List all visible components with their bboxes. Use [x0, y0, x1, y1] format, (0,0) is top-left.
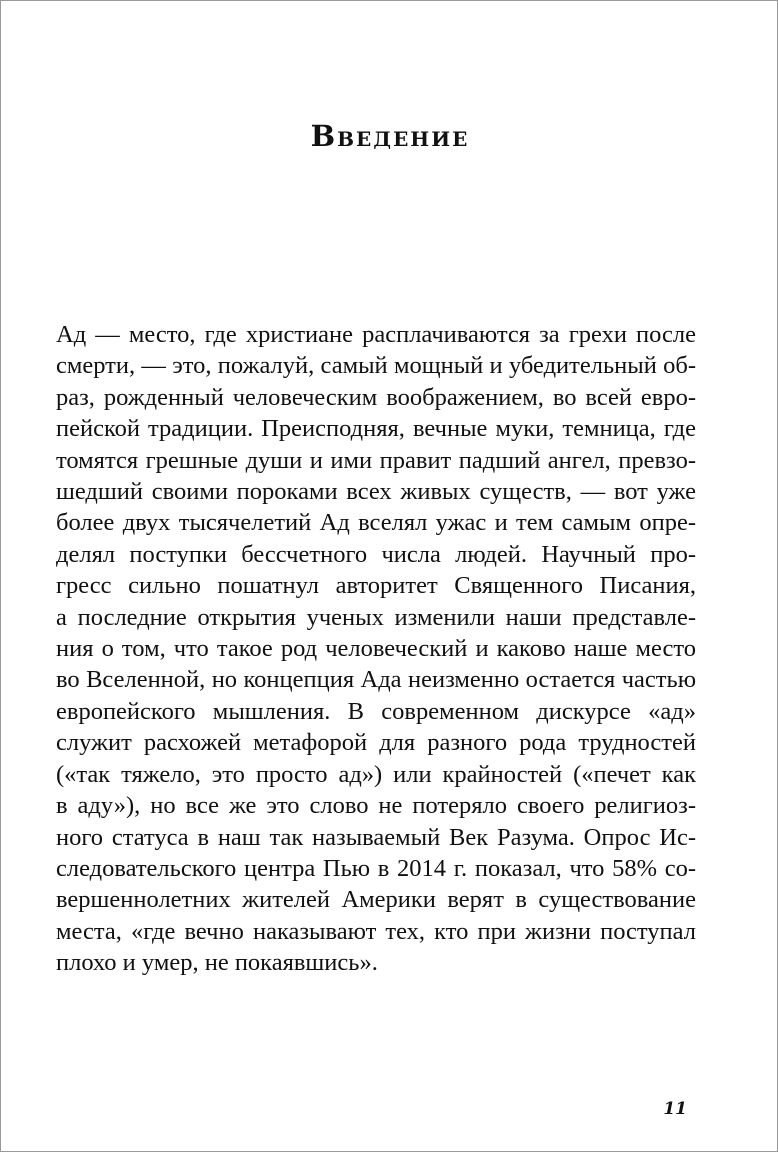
text-line: во Вселенной, но концепция Ада неизменно остается частью — [56, 666, 696, 694]
text-line: («так тяжело, это просто ад») или крайностей («печет как — [56, 760, 696, 788]
text-line: европейского мышления. В современном дискурсе «ад» — [56, 697, 696, 725]
text-line: пейской традиции. Преисподняя, вечные муки, темница, где — [56, 415, 696, 443]
text-line: плохо и умер, не покаявшись». — [56, 949, 378, 977]
text-line: вершеннолетних жителей Америки верят в существование — [56, 886, 696, 914]
text-line: делял поступки бессчетного числа людей. Научный про- — [56, 540, 696, 568]
text-line: служит расхожей метафорой для разного рода трудностей — [56, 729, 696, 757]
text-line: более двух тысячелетий Ад вселял ужас и тем самым опре- — [56, 509, 696, 537]
text-line: томятся грешные души и ими правит падший ангел, превзо- — [56, 446, 696, 474]
text-line: ния о том, что такое род человеческий и каково наше место — [56, 635, 696, 663]
text-line: в аду»), но все же это слово не потеряло своего религиоз- — [56, 792, 696, 820]
chapter-title: Введение — [310, 119, 470, 153]
text-line: а последние открытия ученых изменили наши представле- — [56, 603, 696, 631]
page-number: 11 — [663, 1099, 687, 1119]
text-line: Ад — место, где христиане расплачиваются за грехи после — [56, 321, 696, 348]
text-line: ного статуса в наш так называемый Век Разума. Опрос Ис- — [56, 823, 696, 851]
text-line: следовательского центра Пью в 2014 г. показал, что 58% со- — [56, 854, 696, 882]
body-paragraph — [56, 319, 696, 979]
text-line: гресс сильно пошатнул авторитет Священного Писания, — [56, 572, 696, 600]
text-line: смерти, — это, пожалуй, самый мощный и убедительный об- — [56, 352, 696, 380]
text-line: раз, рожденный человеческим воображением, во всей евро- — [56, 383, 696, 411]
text-line: шедший своими пороками всех живых существ, — вот уже — [56, 478, 696, 506]
text-line: места, «где вечно наказывают тех, кто при жизни поступал — [56, 917, 696, 945]
